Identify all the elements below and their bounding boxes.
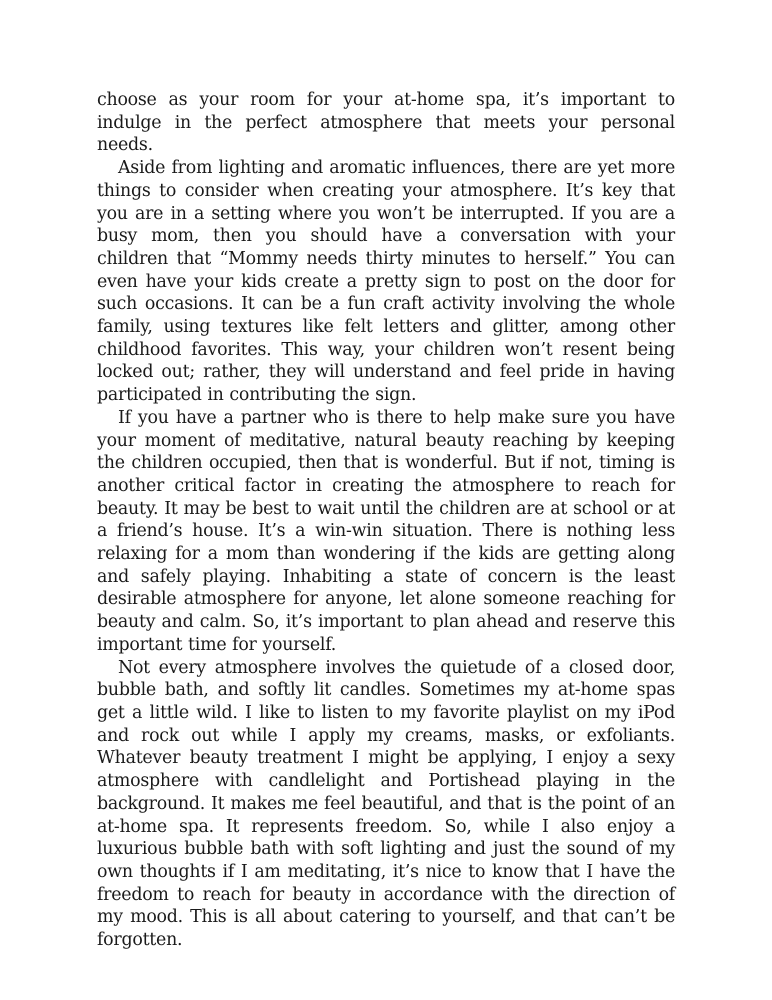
paragraph-freedom: Not every atmosphere involves the quietude of a closed door, bubble bath, and softly lit candles. Sometimes my at-home spas get a little wild. I like to listen to my favorite playlist on my iPod and rock out while I apply my creams, masks, or exfoliants. Whatever beauty treatment I might be applying, I enjoy a sexy atmosphere with candlelight and Portishead playing in the background. It makes me feel beautiful, and that is the point of an at-home spa. It represents freedom. So, while I also enjoy a luxurious bubble bath with soft lighting and just the sound of my own thoughts if I am meditating, it’s nice to know that I have the freedom to reach for beauty in accordance with the direction of my mood. This is all about catering to yourself, and that can’t be forgotten. xyxy=(97,657,675,951)
paragraph-continuation: choose as your room for your at-home spa, it’s important to indulge in the perfect atmosphere that meets your personal needs. xyxy=(97,90,675,156)
paragraph-timing: If you have a partner who is there to help make sure you have your moment of meditative, natural beauty reaching by keeping the children occupied, then that is wonderful. But if not, timing is another critical factor in creating the atmosphere to reach for beauty. It may be best to wait until the children are at school or at a friend’s house. It’s a win-win situation. There is nothing less relaxing for a mom than wondering if the kids are getting along and safely playing. Inhabiting a state of concern is the least desirable atmosphere for anyone, let alone someone reaching for beauty and calm. So, it’s important to plan ahead and reserve this important time for yourself. xyxy=(97,407,675,655)
page-body xyxy=(97,89,675,952)
paragraph-atmosphere: Aside from lighting and aromatic influences, there are yet more things to consider when creating your atmosphere. It’s key that you are in a setting where you won’t be interrupted. If you are a busy mom, then you should have a conversation with your children that “Mommy needs thirty minutes to herself.” You can even have your kids create a pretty sign to post on the door for such occasions. It can be a fun craft activity involving the whole family, using textures like felt letters and glitter, among other childhood favorites. This way, your children won’t resent being locked out; rather, they will understand and feel pride in having participated in contributing the sign. xyxy=(97,158,675,406)
